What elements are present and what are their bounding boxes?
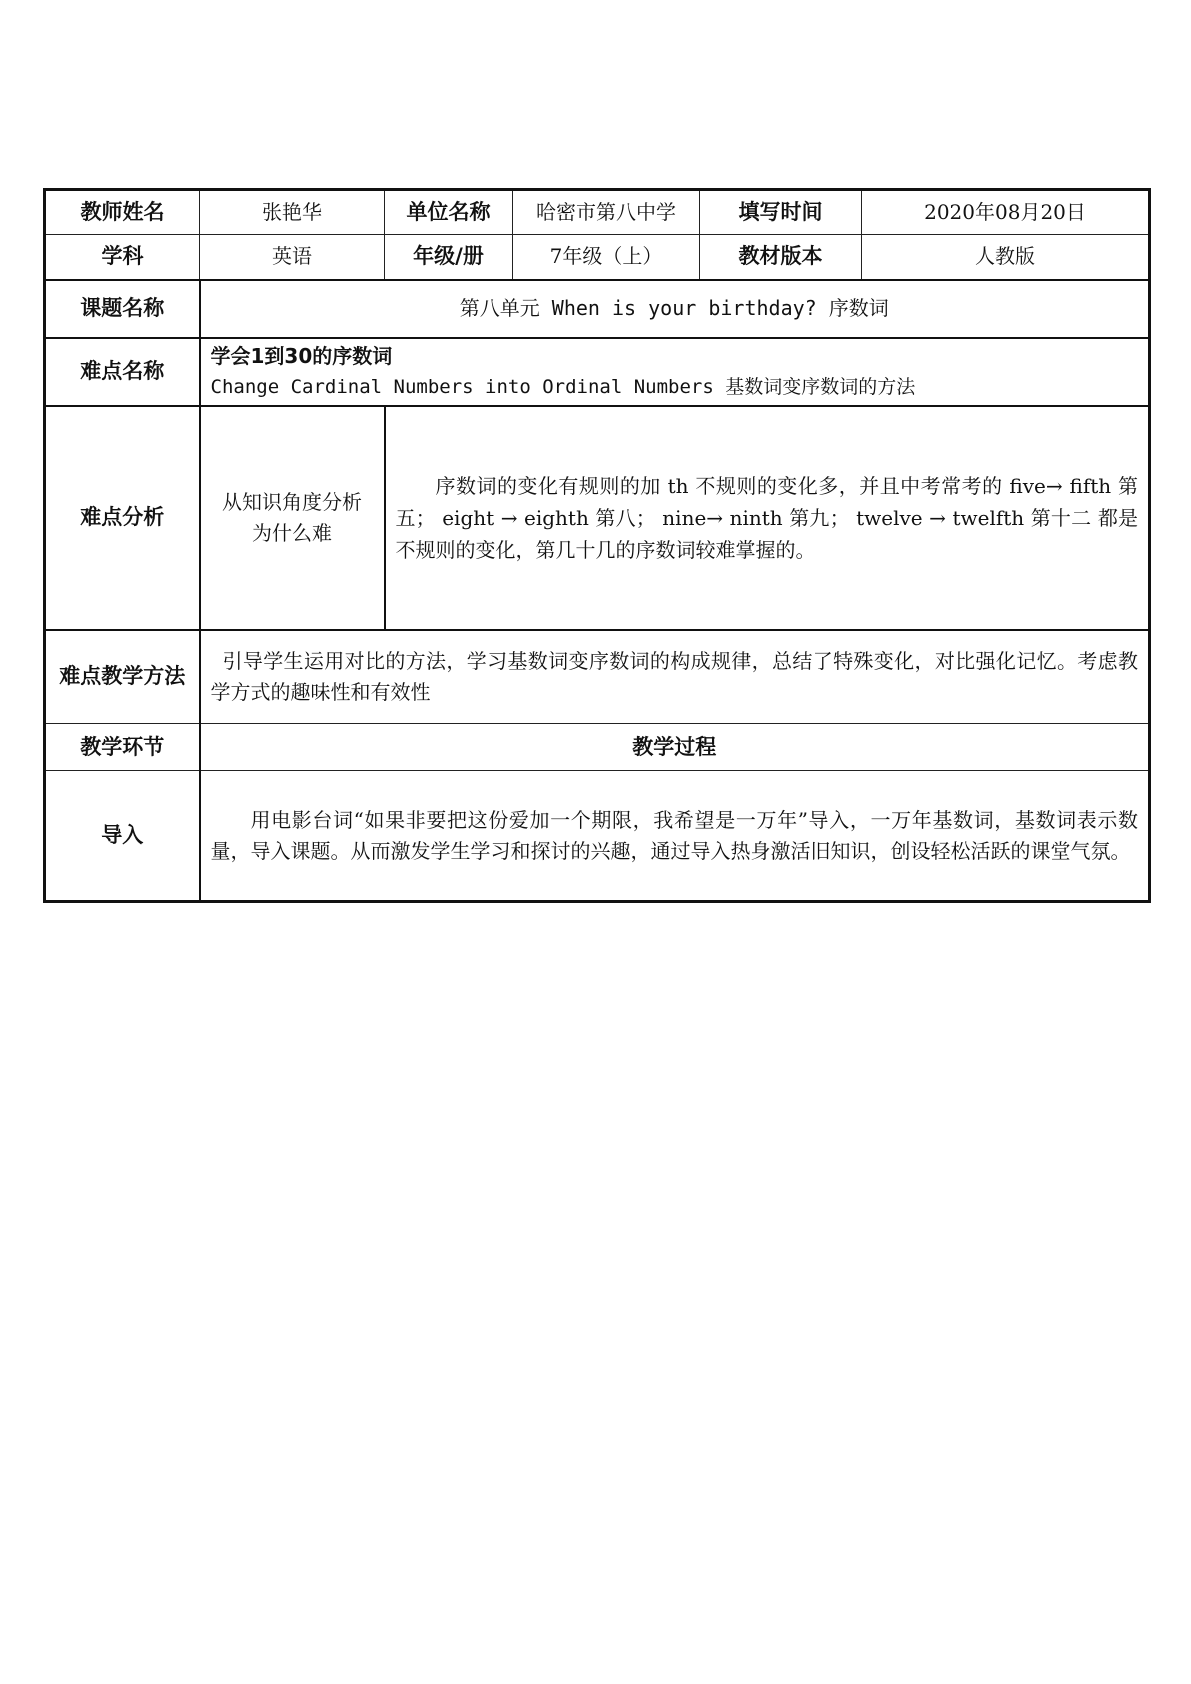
lesson-plan-table	[43, 188, 1151, 903]
label-subject: 学科	[45, 235, 200, 280]
row-topic	[45, 280, 1150, 338]
analysis-angle-line-2: 为什么难	[252, 520, 332, 545]
label-textbook: 教材版本	[700, 235, 862, 280]
label-topic: 课题名称	[45, 280, 200, 338]
row-difficulty-method	[45, 630, 1150, 724]
label-unit-name: 单位名称	[385, 190, 513, 235]
value-analysis-angle	[200, 406, 385, 630]
value-analysis-text: 序数词的变化有规则的加 th 不规则的变化多，并且中考常考的 five→ fifth 第五； eight → eighth 第八； nine→ ninth 第九； twelve → twelfth 第十二 都是不规则的变化，第几十几的序数词较难掌握的。	[385, 406, 1150, 630]
value-method-text: 引导学生运用对比的方法，学习基数词变序数词的构成规律，总结了特殊变化，对比强化记忆。考虑教学方式的趣味性和有效性	[200, 630, 1150, 724]
label-fill-time: 填写时间	[700, 190, 862, 235]
value-textbook: 人教版	[862, 235, 1150, 280]
label-intro: 导入	[45, 771, 200, 902]
value-intro-text: 用电影台词“如果非要把这份爱加一个期限，我希望是一万年”导入，一万年基数词，基数词表示数量，导入课题。从而激发学生学习和探讨的兴趣，通过导入热身激活旧知识，创设轻松活跃的课堂气氛。	[200, 771, 1150, 902]
row-subject-info	[45, 235, 1150, 280]
row-teaching-step	[45, 724, 1150, 771]
row-teacher-info	[45, 190, 1150, 235]
value-unit-name: 哈密市第八中学	[513, 190, 700, 235]
value-teacher-name: 张艳华	[200, 190, 385, 235]
row-difficulty-analysis	[45, 406, 1150, 630]
row-intro	[45, 771, 1150, 902]
difficulty-line-2: Change Cardinal Numbers into Ordinal Numbers 基数词变序数词的方法	[210, 375, 916, 398]
difficulty-line-1: 学会1到30的序数词	[210, 343, 393, 368]
row-difficulty-name	[45, 338, 1150, 406]
label-teaching-step: 教学环节	[45, 724, 200, 771]
label-difficulty-analysis: 难点分析	[45, 406, 200, 630]
analysis-angle-line-1: 从知识角度分析	[222, 489, 362, 514]
value-difficulty-name	[200, 338, 1150, 406]
value-topic: 第八单元 When is your birthday? 序数词	[200, 280, 1150, 338]
label-grade: 年级/册	[385, 235, 513, 280]
label-teacher-name: 教师姓名	[45, 190, 200, 235]
label-difficulty-method: 难点教学方法	[45, 630, 200, 724]
value-grade: 7年级（上）	[513, 235, 700, 280]
label-teaching-process: 教学过程	[200, 724, 1150, 771]
value-subject: 英语	[200, 235, 385, 280]
value-fill-time: 2020年08月20日	[862, 190, 1150, 235]
label-difficulty-name: 难点名称	[45, 338, 200, 406]
